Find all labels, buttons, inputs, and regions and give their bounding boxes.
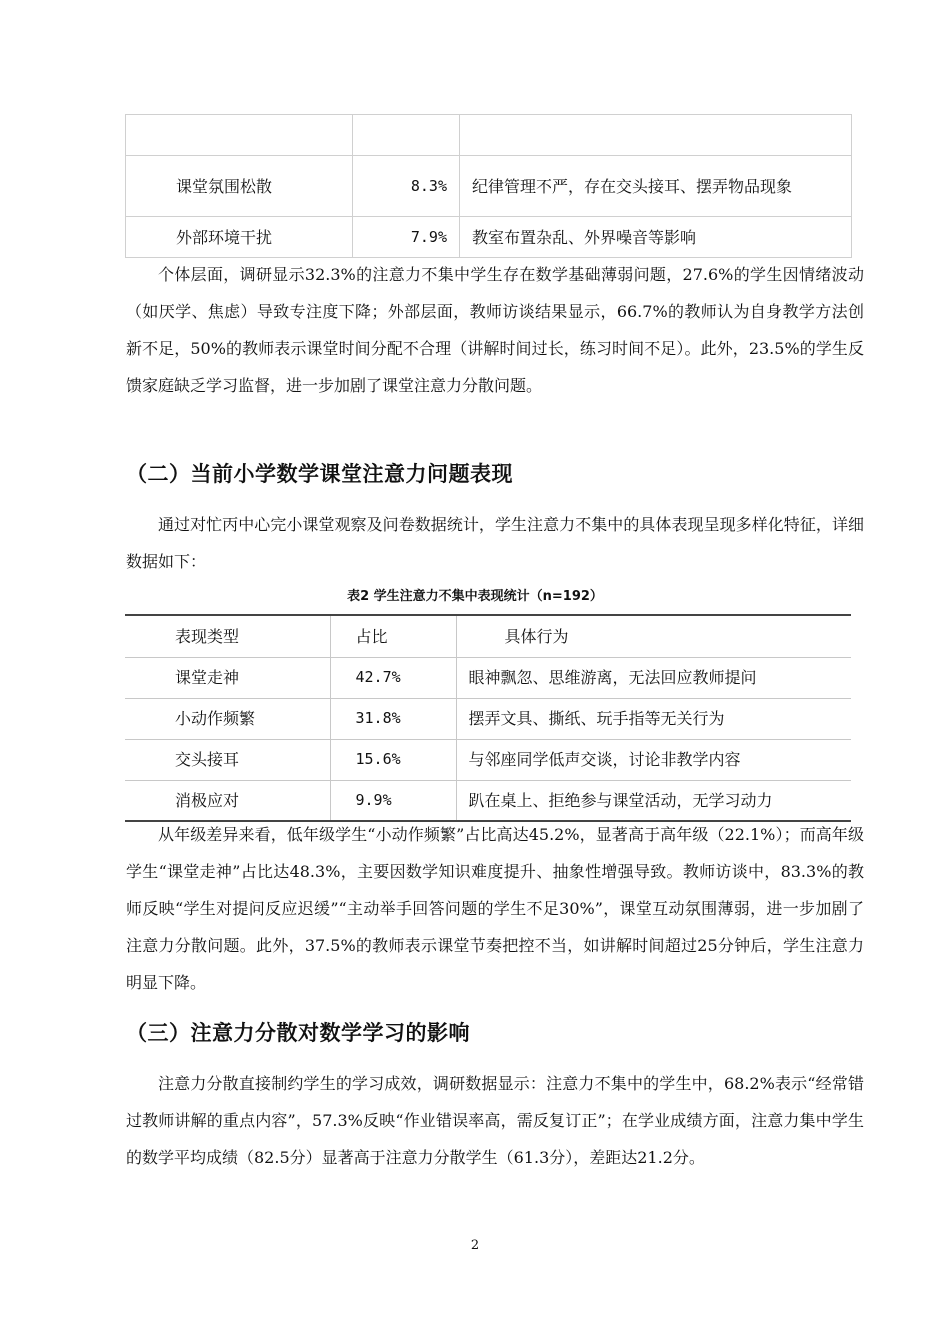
- section-heading-3: （三）注意力分散对数学学习的影响: [126, 1021, 470, 1045]
- table-row: [125, 739, 851, 780]
- cause-type-cell: 课堂氛围松散: [126, 156, 353, 217]
- paragraph-intro-table2: 通过对忙丙中心完小课堂观察及问卷数据统计，学生注意力不集中的具体表现呈现多样化特征，详细数据如下：: [126, 515, 864, 571]
- table-row: [126, 115, 852, 156]
- cause-type-cell: 外部环境干扰: [126, 217, 353, 258]
- behavior-desc-cell: 与邻座同学低声交谈，讨论非教学内容: [456, 739, 851, 780]
- header-percentage: 占比: [330, 615, 456, 657]
- percentage-cell: [353, 115, 460, 156]
- percentage-cell: 31.8%: [330, 698, 456, 739]
- paragraph-individual-factors: 个体层面，调研显示32.3%的注意力不集中学生存在数学基础薄弱问题，27.6%的学生因情绪波动（如厌学、焦虑）导致专注度下降；外部层面，教师访谈结果显示，66.7%的教师认为自身教学方法创新不足，50%的教师表示课堂时间分配不合理（讲解时间过长，练习时间不足）。此外，23.5%的学生反馈家庭缺乏学习监督，进一步加剧了课堂注意力分散问题。: [126, 265, 864, 395]
- percentage-cell: 42.7%: [330, 657, 456, 698]
- description-cell: 纪律管理不严，存在交头接耳、摆弄物品现象: [460, 156, 852, 217]
- table-header-row: [125, 615, 851, 657]
- table-row: [125, 657, 851, 698]
- behavior-type-cell: 交头接耳: [125, 739, 330, 780]
- description-cell: [460, 115, 852, 156]
- attention-causes-table-continued: [125, 114, 852, 258]
- behavior-type-cell: 课堂走神: [125, 657, 330, 698]
- header-type: 表现类型: [125, 615, 330, 657]
- header-behavior: 具体行为: [456, 615, 851, 657]
- behavior-type-cell: 消极应对: [125, 780, 330, 821]
- percentage-cell: 7.9%: [353, 217, 460, 258]
- description-cell: 教室布置杂乱、外界噪音等影响: [460, 217, 852, 258]
- table-row: [126, 156, 852, 217]
- section-heading-2: （二）当前小学数学课堂注意力问题表现: [126, 462, 513, 486]
- percentage-cell: 8.3%: [353, 156, 460, 217]
- percentage-cell: 15.6%: [330, 739, 456, 780]
- paragraph-impact: 注意力分散直接制约学生的学习成效，调研数据显示：注意力不集中的学生中，68.2%表示“经常错过教师讲解的重点内容”，57.3%反映“作业错误率高，需反复订正”；在学业成绩方面，注意力集中学生的数学平均成绩（82.5分）显著高于注意力分散学生（61.3分），差距达21.2分。: [126, 1074, 864, 1167]
- behavior-desc-cell: 眼神飘忽、思维游离，无法回应教师提问: [456, 657, 851, 698]
- attention-behaviors-table: [125, 614, 851, 822]
- behavior-desc-cell: 趴在桌上、拒绝参与课堂活动，无学习动力: [456, 780, 851, 821]
- behavior-type-cell: 小动作频繁: [125, 698, 330, 739]
- percentage-cell: 9.9%: [330, 780, 456, 821]
- table2-caption: 表2 学生注意力不集中表现统计（n=192）: [347, 589, 603, 604]
- table-row: [126, 217, 852, 258]
- paragraph-grade-differences: 从年级差异来看，低年级学生“小动作频繁”占比高达45.2%，显著高于高年级（22.1%）；而高年级学生“课堂走神”占比达48.3%，主要因数学知识难度提升、抽象性增强导致。教师访谈中，83.3%的教师反映“学生对提问反应迟缓”“主动举手回答问题的学生不足30%”，课堂互动氛围薄弱，进一步加剧了注意力分散问题。此外，37.5%的教师表示课堂节奏把控不当，如讲解时间超过25分钟后，学生注意力明显下降。: [126, 825, 864, 992]
- table-row: [125, 698, 851, 739]
- behavior-desc-cell: 摆弄文具、撕纸、玩手指等无关行为: [456, 698, 851, 739]
- cause-type-cell: [126, 115, 353, 156]
- table-row: [125, 780, 851, 821]
- page-number: 2: [470, 1238, 480, 1253]
